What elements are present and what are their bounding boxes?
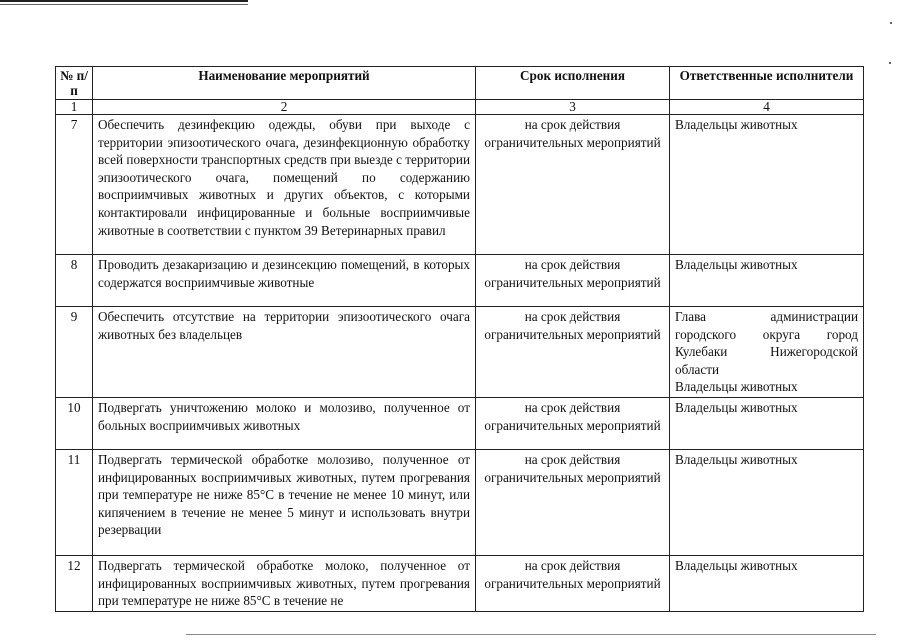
responsible [670, 397, 864, 449]
column-index: 1 [56, 100, 93, 115]
deadline: на срок действия ограничительных мероприятий [476, 255, 670, 307]
table-row [56, 307, 864, 398]
row-number: 10 [56, 397, 93, 449]
row-number: 11 [56, 449, 93, 555]
responsible-party: Глава администрации городского округа город Кулебаки Нижегородской области [675, 309, 858, 377]
measure-name: Обеспечить дезинфекцию одежды, обуви при выходе с территории эпизоотического очага, дезинфекционную обработку всей поверхности транспортных средств при выезде с территории эпизоотического очага, помещений по содержанию восприимчивых животных и других объектов, с которыми контактировали инфицированные и больные восприимчивые животные в соответствии с пунктом 39 Ветеринарных правил [93, 115, 476, 255]
responsible [670, 255, 864, 307]
measure-name: Подвергать термической обработке молоко, полученное от инфицированных восприимчивых животных, путем прогревания при температуре не ниже 85°С в течение не [93, 555, 476, 611]
deadline: на срок действия ограничительных мероприятий [476, 555, 670, 611]
deadline: на срок действия ограничительных мероприятий [476, 449, 670, 555]
responsible-party: Владельцы животных [675, 557, 798, 573]
column-index: 4 [670, 100, 864, 115]
responsible-party: Владельцы животных [675, 399, 798, 415]
responsible [670, 555, 864, 611]
header-responsible: Ответственные исполнители [670, 67, 864, 100]
table-row [56, 115, 864, 255]
responsible [670, 449, 864, 555]
measure-name: Проводить дезакаризацию и дезинсекцию помещений, в которых содержатся восприимчивые животные [93, 255, 476, 307]
responsible-party: Владельцы животных [675, 257, 798, 272]
table-row [56, 449, 864, 555]
table-header-row [56, 67, 864, 100]
scan-speck [890, 22, 892, 24]
row-number: 8 [56, 255, 93, 307]
deadline: на срок действия ограничительных мероприятий [476, 115, 670, 255]
measure-name: Подвергать уничтожению молоко и молозиво, полученное от больных восприимчивых животных [93, 397, 476, 449]
header-deadline: Срок исполнения [476, 67, 670, 100]
deadline: на срок действия ограничительных мероприятий [476, 307, 670, 398]
column-index: 3 [476, 100, 670, 115]
column-index-row [56, 100, 864, 115]
row-number: 7 [56, 115, 93, 255]
scan-edge-line [0, 4, 248, 5]
responsible-party: Владельцы животных [675, 451, 798, 467]
table-row [56, 555, 864, 611]
scan-speck [889, 62, 891, 64]
table-row [56, 255, 864, 307]
responsible [670, 307, 864, 398]
row-number: 12 [56, 555, 93, 611]
header-name: Наименование мероприятий [93, 67, 476, 100]
header-num: № п/п [56, 67, 93, 100]
measure-name: Обеспечить отсутствие на территории эпизоотического очага животных без владельцев [93, 307, 476, 398]
scan-edge-line [186, 634, 876, 635]
deadline: на срок действия ограничительных мероприятий [476, 397, 670, 449]
row-number: 9 [56, 307, 93, 398]
responsible-party: Владельцы животных [675, 379, 798, 395]
responsible [670, 115, 864, 255]
measures-table [55, 66, 864, 612]
scan-edge-line [0, 0, 248, 2]
column-index: 2 [93, 100, 476, 115]
table-row [56, 397, 864, 449]
measure-name: Подвергать термической обработке молозиво, полученное от инфицированных восприимчивых животных, путем прогревания при температуре не ниже 85°С в течение не менее 10 минут, или кипячением в течение не менее 5 минут и использовать внутри резервации [93, 449, 476, 555]
responsible-party: Владельцы животных [675, 117, 798, 132]
